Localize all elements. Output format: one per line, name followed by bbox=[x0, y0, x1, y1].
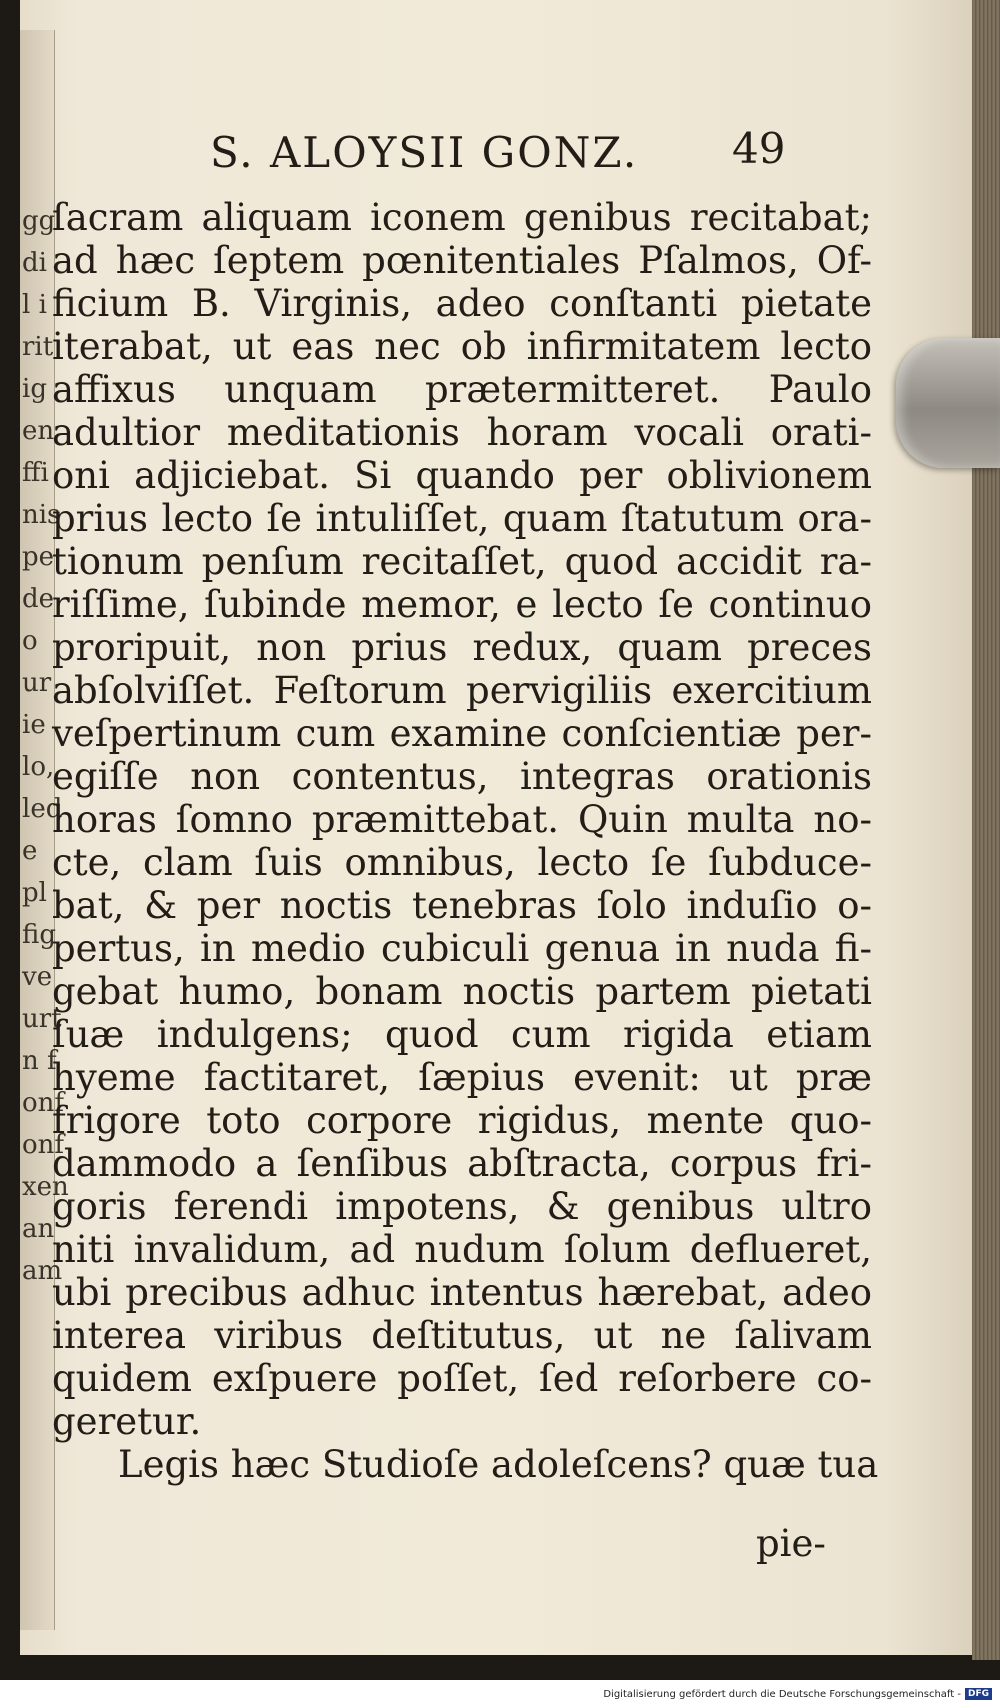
margin-fragment: ve bbox=[22, 962, 53, 992]
catchword: pie- bbox=[756, 1522, 826, 1565]
margin-fragment: en bbox=[22, 416, 55, 446]
text-line: proripuit, non prius redux, quam preces bbox=[52, 626, 872, 669]
text-line: adultior meditationis horam vocali orati- bbox=[52, 411, 872, 454]
margin-fragment: lo, bbox=[22, 752, 55, 782]
text-line: oni adjiciebat. Si quando per oblivionem bbox=[52, 454, 872, 497]
text-line: ſuæ indulgens; quod cum rigida etiam bbox=[52, 1013, 872, 1056]
margin-fragment: led bbox=[22, 794, 63, 824]
text-line: affixus unquam prætermitteret. Paulo bbox=[52, 368, 872, 411]
text-line: ſacram aliquam iconem genibus recitabat; bbox=[52, 196, 872, 239]
margin-fragment: ffi bbox=[22, 458, 49, 488]
text-line: quidem exſpuere poſſet, ſed reſorbere co- bbox=[52, 1357, 872, 1400]
text-line: interea viribus deſtitutus, ut ne ſalivam bbox=[52, 1314, 872, 1357]
margin-fragment: ur bbox=[22, 668, 52, 698]
text-line: iterabat, ut eas nec ob infirmitatem lecto bbox=[52, 325, 872, 368]
margin-fragment: pe bbox=[22, 542, 55, 572]
page-clip bbox=[896, 338, 1000, 468]
margin-fragment: ie bbox=[22, 710, 46, 740]
margin-fragment: gg bbox=[22, 206, 56, 236]
margin-fragment: de bbox=[22, 584, 55, 614]
margin-fragment: pl bbox=[22, 878, 47, 908]
margin-fragment: an bbox=[22, 1214, 55, 1244]
margin-fragment: di bbox=[22, 248, 47, 278]
text-line: niti invalidum, ad nudum ſolum deflueret, bbox=[52, 1228, 872, 1271]
margin-fragment: e bbox=[22, 836, 38, 866]
margin-fragment: l i bbox=[22, 290, 47, 320]
text-line: ubi precibus adhuc intentus hærebat, adeo bbox=[52, 1271, 872, 1314]
book-fore-edge bbox=[972, 0, 1000, 1660]
margin-fragment: xen bbox=[22, 1172, 69, 1202]
margin-fragment: rit bbox=[22, 332, 54, 362]
margin-fragment: fig bbox=[22, 920, 56, 950]
text-line: abſolviſſet. Feſtorum pervigiliis exercitium bbox=[52, 669, 872, 712]
text-line: veſpertinum cum examine conſcientiæ per- bbox=[52, 712, 872, 755]
book-page bbox=[20, 0, 980, 1655]
body-text bbox=[52, 196, 879, 1486]
text-line: horas ſomno præmittebat. Quin multa no- bbox=[52, 798, 872, 841]
margin-fragment: nis bbox=[22, 500, 61, 530]
page-number: 49 bbox=[732, 124, 786, 173]
text-line: cte, clam ſuis omnibus, lecto ſe ſubduce- bbox=[52, 841, 872, 884]
text-line: riſſime, ſubinde memor, e lecto ſe continuo bbox=[52, 583, 872, 626]
footer-bar bbox=[0, 1680, 1000, 1708]
text-line: geretur. bbox=[52, 1400, 202, 1443]
text-line: bat, & per noctis tenebras ſolo induſio o- bbox=[52, 884, 872, 927]
margin-fragment: onf bbox=[22, 1088, 65, 1118]
paragraph-start-line: Legis hæc Studioſe adoleſcens? quæ tua bbox=[118, 1443, 879, 1486]
text-line: ad hæc ſeptem pœnitentiales Pſalmos, Of- bbox=[52, 239, 872, 282]
margin-fragment: ig bbox=[22, 374, 47, 404]
text-line: egiſſe non contentus, integras orationis bbox=[52, 755, 872, 798]
margin-fragment: urt bbox=[22, 1004, 62, 1034]
margin-fragment: onf bbox=[22, 1130, 65, 1160]
margin-fragment: n f bbox=[22, 1046, 57, 1076]
text-line: pertus, in medio cubiculi genua in nuda fi- bbox=[52, 927, 872, 970]
text-line: tionum penſum recitaſſet, quod accidit ra- bbox=[52, 540, 872, 583]
margin-fragment: am bbox=[22, 1256, 63, 1286]
text-line: frigore toto corpore rigidus, mente quo- bbox=[52, 1099, 872, 1142]
text-line: goris ferendi impotens, & genibus ultro bbox=[52, 1185, 872, 1228]
footer-credit: Digitalisierung gefördert durch die Deutsche Forschungsgemeinschaft - bbox=[603, 1688, 961, 1700]
previous-page-edge bbox=[20, 30, 69, 1630]
running-head: S. ALOYSII GONZ. bbox=[210, 128, 639, 177]
margin-fragment: o bbox=[22, 626, 38, 656]
text-line: dammodo a ſenſibus abſtracta, corpus fri- bbox=[52, 1142, 872, 1185]
text-line: ficium B. Virginis, adeo conſtanti pietate bbox=[52, 282, 872, 325]
text-line: hyeme factitaret, ſæpius evenit: ut præ bbox=[52, 1056, 872, 1099]
text-line: gebat humo, bonam noctis partem pietati bbox=[52, 970, 872, 1013]
dfg-logo-icon: DFG bbox=[965, 1688, 992, 1700]
text-line: prius lecto ſe intuliſſet, quam ſtatutum ora- bbox=[52, 497, 872, 540]
